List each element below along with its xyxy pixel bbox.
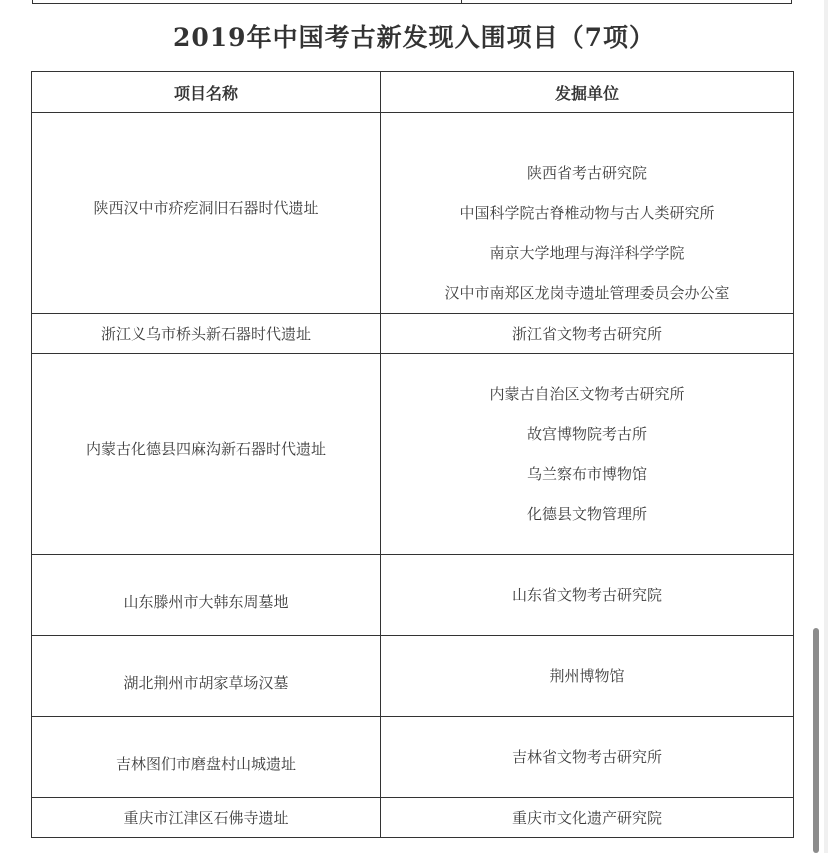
unit-cell <box>381 636 794 717</box>
unit-name: 南京大学地理与海洋科学学院 <box>489 244 685 262</box>
unit-name: 故宫博物院考古所 <box>526 425 647 443</box>
project-name: 湖北荆州市胡家草场汉墓 <box>123 673 289 692</box>
project-name-cell <box>32 717 381 798</box>
project-name: 内蒙古化德县四麻沟新石器时代遗址 <box>85 439 326 458</box>
page-title: 2019年中国考古新发现入围项目（7项） <box>173 23 655 52</box>
project-name: 浙江义乌市桥头新石器时代遗址 <box>100 325 311 343</box>
table-row <box>32 636 794 717</box>
projects-table <box>31 71 794 838</box>
unit-name: 汉中市南郑区龙岗寺遗址管理委员会办公室 <box>444 284 730 302</box>
table-row <box>32 314 794 354</box>
table-row <box>32 798 794 838</box>
project-name-cell <box>32 555 381 636</box>
project-name-cell <box>32 113 381 314</box>
unit-name: 陕西省考古研究院 <box>526 164 647 182</box>
unit-cell <box>381 314 794 354</box>
table-row <box>32 354 794 555</box>
unit-cell <box>381 555 794 636</box>
unit-cell <box>381 113 794 314</box>
unit-name: 化德县文物管理所 <box>526 505 647 523</box>
previous-table-divider <box>461 0 462 3</box>
unit-cell <box>381 798 794 838</box>
header-excavation-unit: 发掘单位 <box>381 72 794 113</box>
header-project-name: 项目名称 <box>32 72 381 113</box>
project-name-cell <box>32 314 381 354</box>
project-name: 陕西汉中市疥疙洞旧石器时代遗址 <box>93 198 319 217</box>
table-row <box>32 717 794 798</box>
unit-name: 浙江省文物考古研究所 <box>511 325 662 343</box>
unit-name: 吉林省文物考古研究所 <box>511 748 662 766</box>
unit-name: 重庆市文化遗产研究院 <box>511 809 662 827</box>
table-header-row <box>32 72 794 113</box>
table-row <box>32 113 794 314</box>
table-row <box>32 555 794 636</box>
unit-cell <box>381 717 794 798</box>
unit-name: 乌兰察布市博物馆 <box>526 465 647 483</box>
unit-name: 内蒙古自治区文物考古研究所 <box>489 385 685 403</box>
project-name: 重庆市江津区石佛寺遗址 <box>123 809 289 827</box>
page-right-edge <box>824 0 828 853</box>
project-name-cell <box>32 798 381 838</box>
unit-cell <box>381 354 794 555</box>
unit-name: 中国科学院古脊椎动物与古人类研究所 <box>459 204 715 222</box>
previous-table-bottom <box>32 0 792 4</box>
project-name-cell <box>32 636 381 717</box>
unit-name: 荆州博物馆 <box>549 667 625 685</box>
project-name-cell <box>32 354 381 555</box>
project-name: 山东滕州市大韩东周墓地 <box>123 592 289 611</box>
vertical-scrollbar[interactable] <box>813 628 819 853</box>
unit-name: 山东省文物考古研究院 <box>511 586 662 604</box>
project-name: 吉林图们市磨盘村山城遗址 <box>115 754 296 773</box>
